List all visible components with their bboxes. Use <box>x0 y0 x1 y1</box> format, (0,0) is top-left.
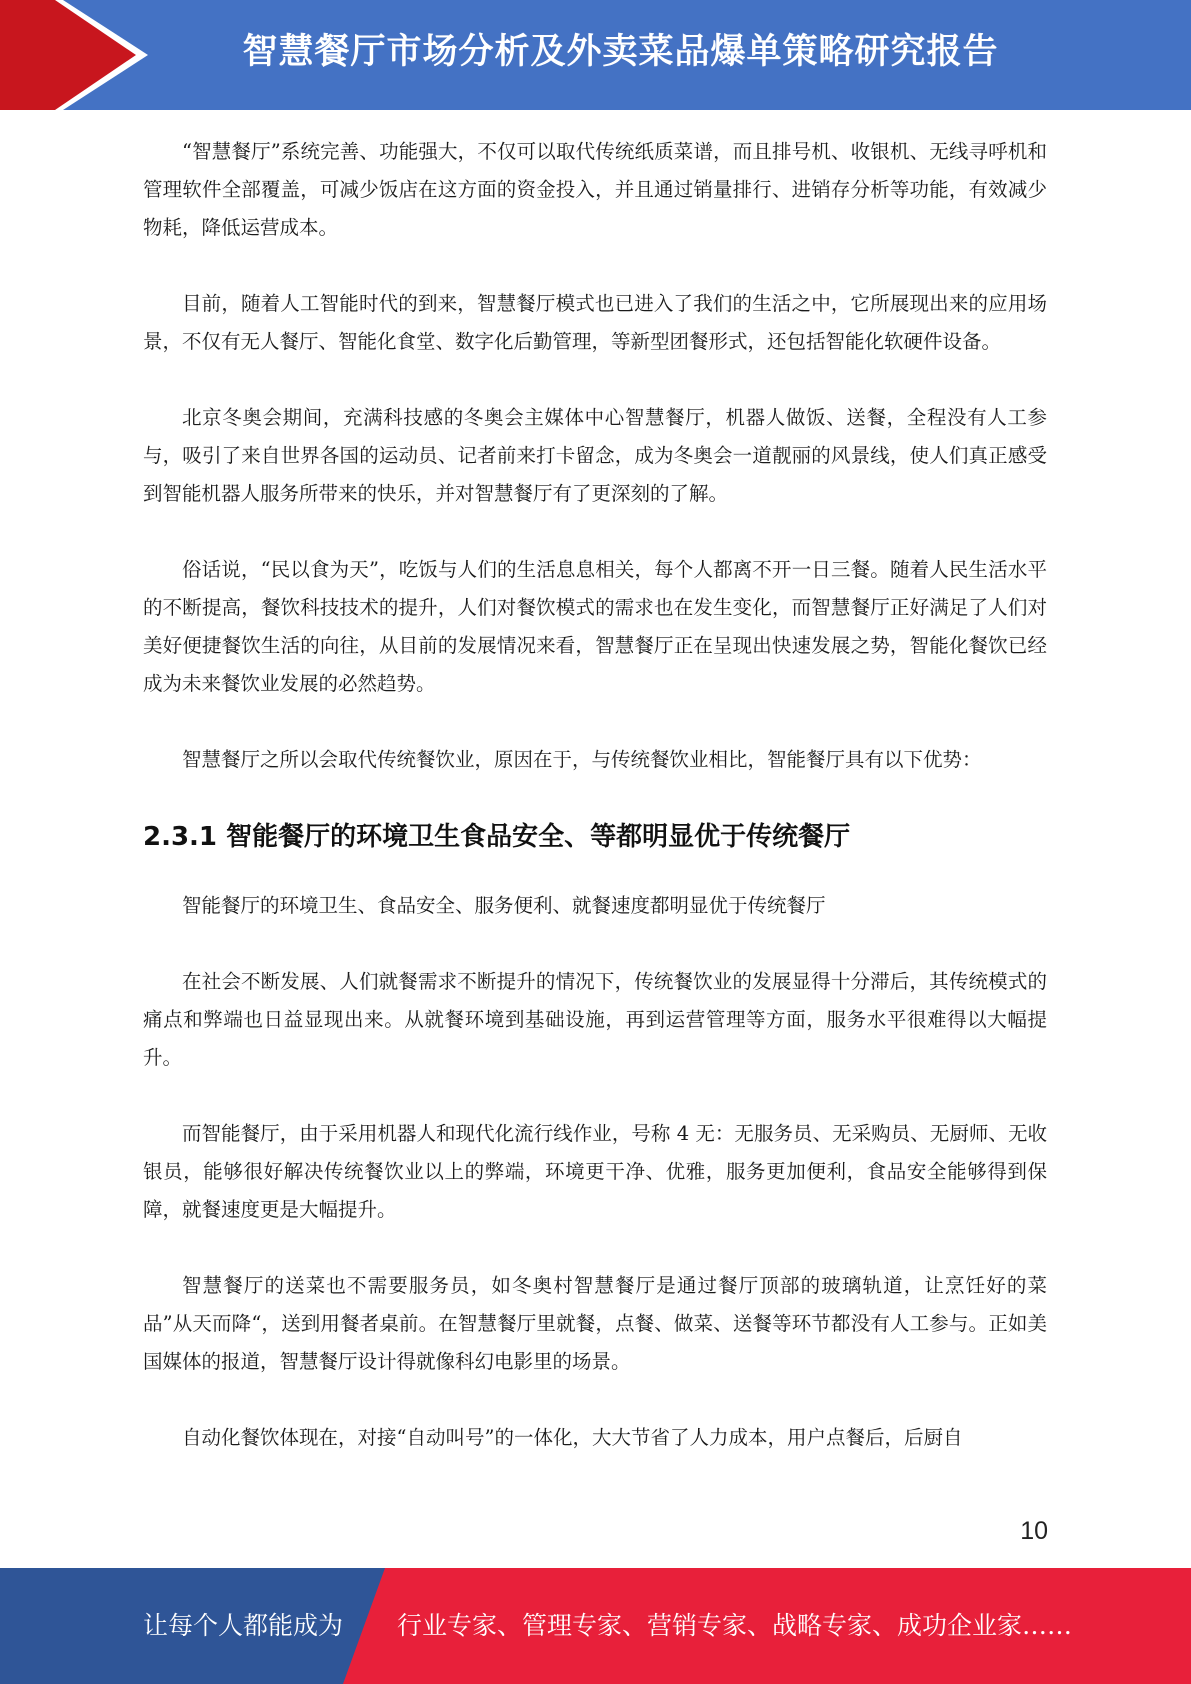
body-paragraph: 目前，随着人工智能时代的到来，智慧餐厅模式也已进入了我们的生活之中，它所展现出来的应用场景，不仅有无人餐厅、智能化食堂、数字化后勤管理，等新型团餐形式，还包括智能化软硬件设备。 <box>143 292 1047 353</box>
body-paragraph: 在社会不断发展、人们就餐需求不断提升的情况下，传统餐饮业的发展显得十分滞后，其传统模式的痛点和弊端也日益显现出来。从就餐环境到基础设施，再到运营管理等方面，服务水平很难得以大幅提升。 <box>143 970 1047 1069</box>
section-heading: 2.3.1 智能餐厅的环境卫生食品安全、等都明显优于传统餐厅 <box>143 822 851 852</box>
footer-slogan-left: 让每个人都能成为 <box>143 1611 344 1640</box>
page-number: 10 <box>1020 1517 1048 1545</box>
body-paragraph: 俗话说，“民以食为天”，吃饭与人们的生活息息相关，每个人都离不开一日三餐。随着人民生活水平的不断提高，餐饮科技技术的提升，人们对餐饮模式的需求也在发生变化，而智慧餐厅正好满足了人们对美好便捷餐饮生活的向往，从目前的发展情况来看，智慧餐厅正在呈现出快速发展之势，智能化餐饮已经成为未来餐饮业发展的必然趋势。 <box>143 558 1047 695</box>
body-paragraph: 北京冬奥会期间，充满科技感的冬奥会主媒体中心智慧餐厅，机器人做饭、送餐，全程没有人工参与，吸引了来自世界各国的运动员、记者前来打卡留念，成为冬奥会一道靓丽的风景线，使人们真正感受到智能机器人服务所带来的快乐，并对智慧餐厅有了更深刻的了解。 <box>143 406 1047 505</box>
body-paragraph: 智慧餐厅的送菜也不需要服务员，如冬奥村智慧餐厅是通过餐厅顶部的玻璃轨道，让烹饪好的菜品”从天而降“，送到用餐者桌前。在智慧餐厅里就餐，点餐、做菜、送餐等环节都没有人工参与。正如美国媒体的报道，智慧餐厅设计得就像科幻电影里的场景。 <box>143 1274 1047 1373</box>
footer-slogan-right: 行业专家、管理专家、营销专家、战略专家、成功企业家…… <box>397 1611 1073 1640</box>
body-paragraph: 自动化餐饮体现在，对接“自动叫号”的一体化，大大节省了人力成本，用户点餐后，后厨自 <box>182 1426 963 1449</box>
body-paragraph: “智慧餐厅”系统完善、功能强大，不仅可以取代传统纸质菜谱，而且排号机、收银机、无线寻呼机和管理软件全部覆盖，可减少饭店在这方面的资金投入，并且通过销量排行、进销存分析等功能，有效减少物耗，降低运营成本。 <box>143 140 1047 239</box>
body-paragraph: 智慧餐厅之所以会取代传统餐饮业，原因在于，与传统餐饮业相比，智能餐厅具有以下优势： <box>182 748 982 771</box>
page-body <box>143 133 1047 1495</box>
body-paragraph: 而智能餐厅，由于采用机器人和现代化流行线作业，号称 4 无：无服务员、无采购员、无厨师、无收银员，能够很好解决传统餐饮业以上的弊端，环境更干净、优雅，服务更加便利，食品安全能够得到保障，就餐速度更是大幅提升。 <box>143 1122 1047 1221</box>
page-header <box>0 0 1191 110</box>
report-title: 智慧餐厅市场分析及外卖菜品爆单策略研究报告 <box>242 32 999 72</box>
body-paragraph: 智能餐厅的环境卫生、食品安全、服务便利、就餐速度都明显优于传统餐厅 <box>182 894 826 917</box>
page-footer <box>0 1568 1191 1684</box>
